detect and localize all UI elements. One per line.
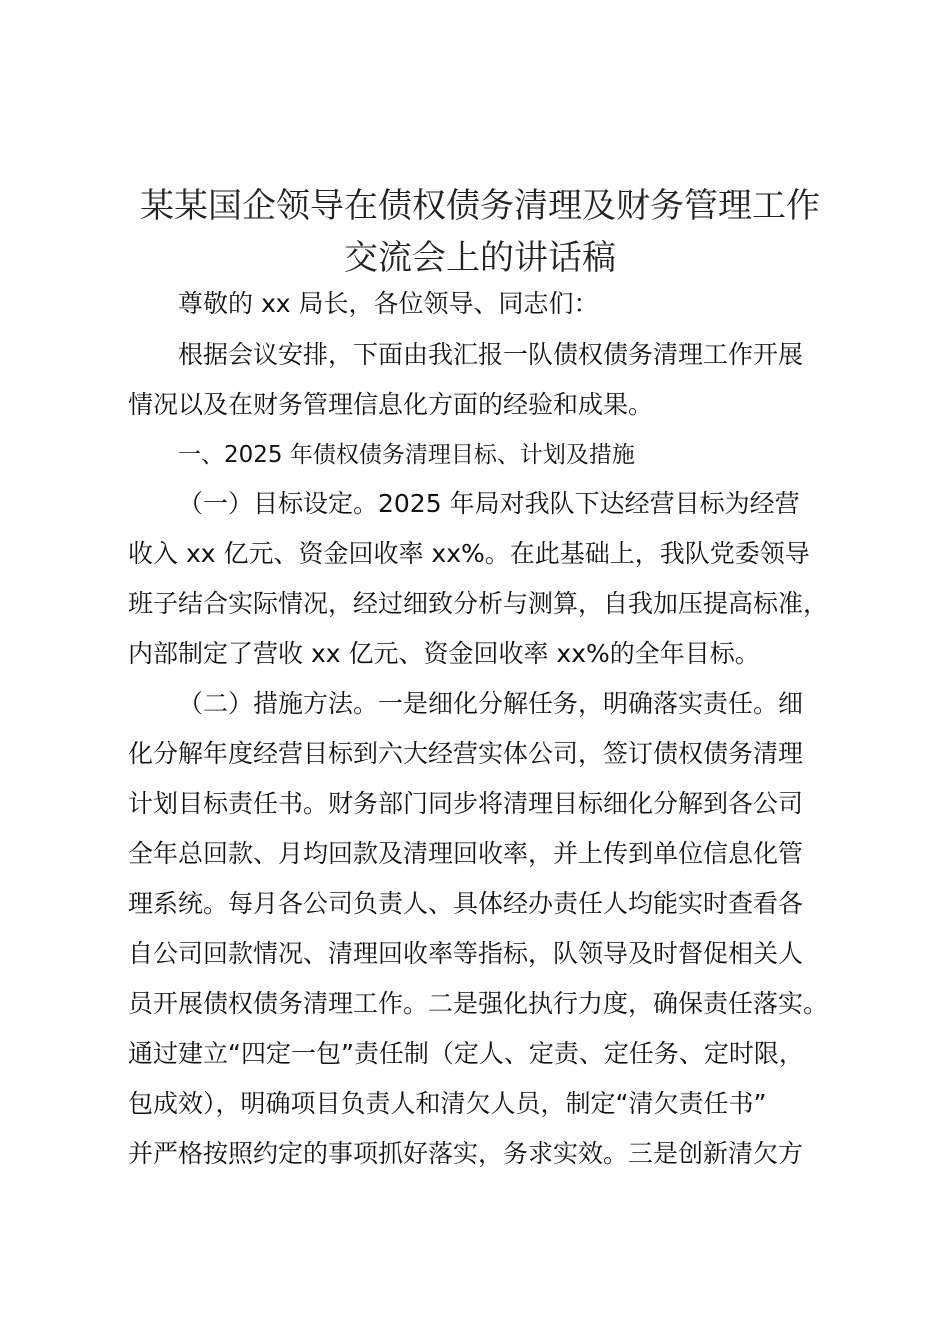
body-line: 员开展债权债务清理工作。二是强化执行力度，确保责任落实。 <box>128 989 829 1018</box>
body-line: 包成效），明确项目负责人和清欠人员，制定“清欠责任书” <box>128 1089 767 1118</box>
body-line: 内部制定了营收 xx 亿元、资金回收率 xx%的全年目标。 <box>128 639 760 668</box>
body-line: 全年总回款、月均回款及清理回收率，并上传到单位信息化管 <box>128 839 804 868</box>
body-line: 理系统。每月各公司负责人、具体经办责任人均能实时查看各 <box>128 889 804 918</box>
body-line: （二）措施方法。一是细化分解任务，明确落实责任。细 <box>178 689 804 718</box>
body-line: 并严格按照约定的事项抓好落实，务求实效。三是创新清欠方 <box>128 1139 804 1168</box>
body-line: 通过建立“四定一包”责任制（定人、定责、定任务、定时限， <box>128 1039 804 1068</box>
salutation-line: 尊敬的 xx 局长，各位领导、同志们： <box>178 289 599 318</box>
section-heading: 一、2025 年债权债务清理目标、计划及措施 <box>178 442 635 468</box>
body-line: 情况以及在财务管理信息化方面的经验和成果。 <box>128 390 654 419</box>
body-line: 计划目标责任书。财务部门同步将清理目标细化分解到各公司 <box>128 789 804 818</box>
body-line: 自公司回款情况、清理回收率等指标，队领导及时督促相关人 <box>128 939 804 968</box>
body-line: 班子结合实际情况，经过细致分析与测算，自我加压提高标准， <box>128 589 829 618</box>
document-title-line-2: 交流会上的讲话稿 <box>344 238 616 278</box>
body-line: 根据会议安排，下面由我汇报一队债权债务清理工作开展 <box>178 340 804 369</box>
body-line: （一）目标设定。2025 年局对我队下达经营目标为经营 <box>178 489 800 518</box>
document-title-line-1: 某某国企领导在债权债务清理及财务管理工作 <box>140 186 820 226</box>
body-line: 化分解年度经营目标到六大经营实体公司，签订债权债务清理 <box>128 739 804 768</box>
body-line: 收入 xx 亿元、资金回收率 xx%。在此基础上，我队党委领导 <box>128 539 810 568</box>
